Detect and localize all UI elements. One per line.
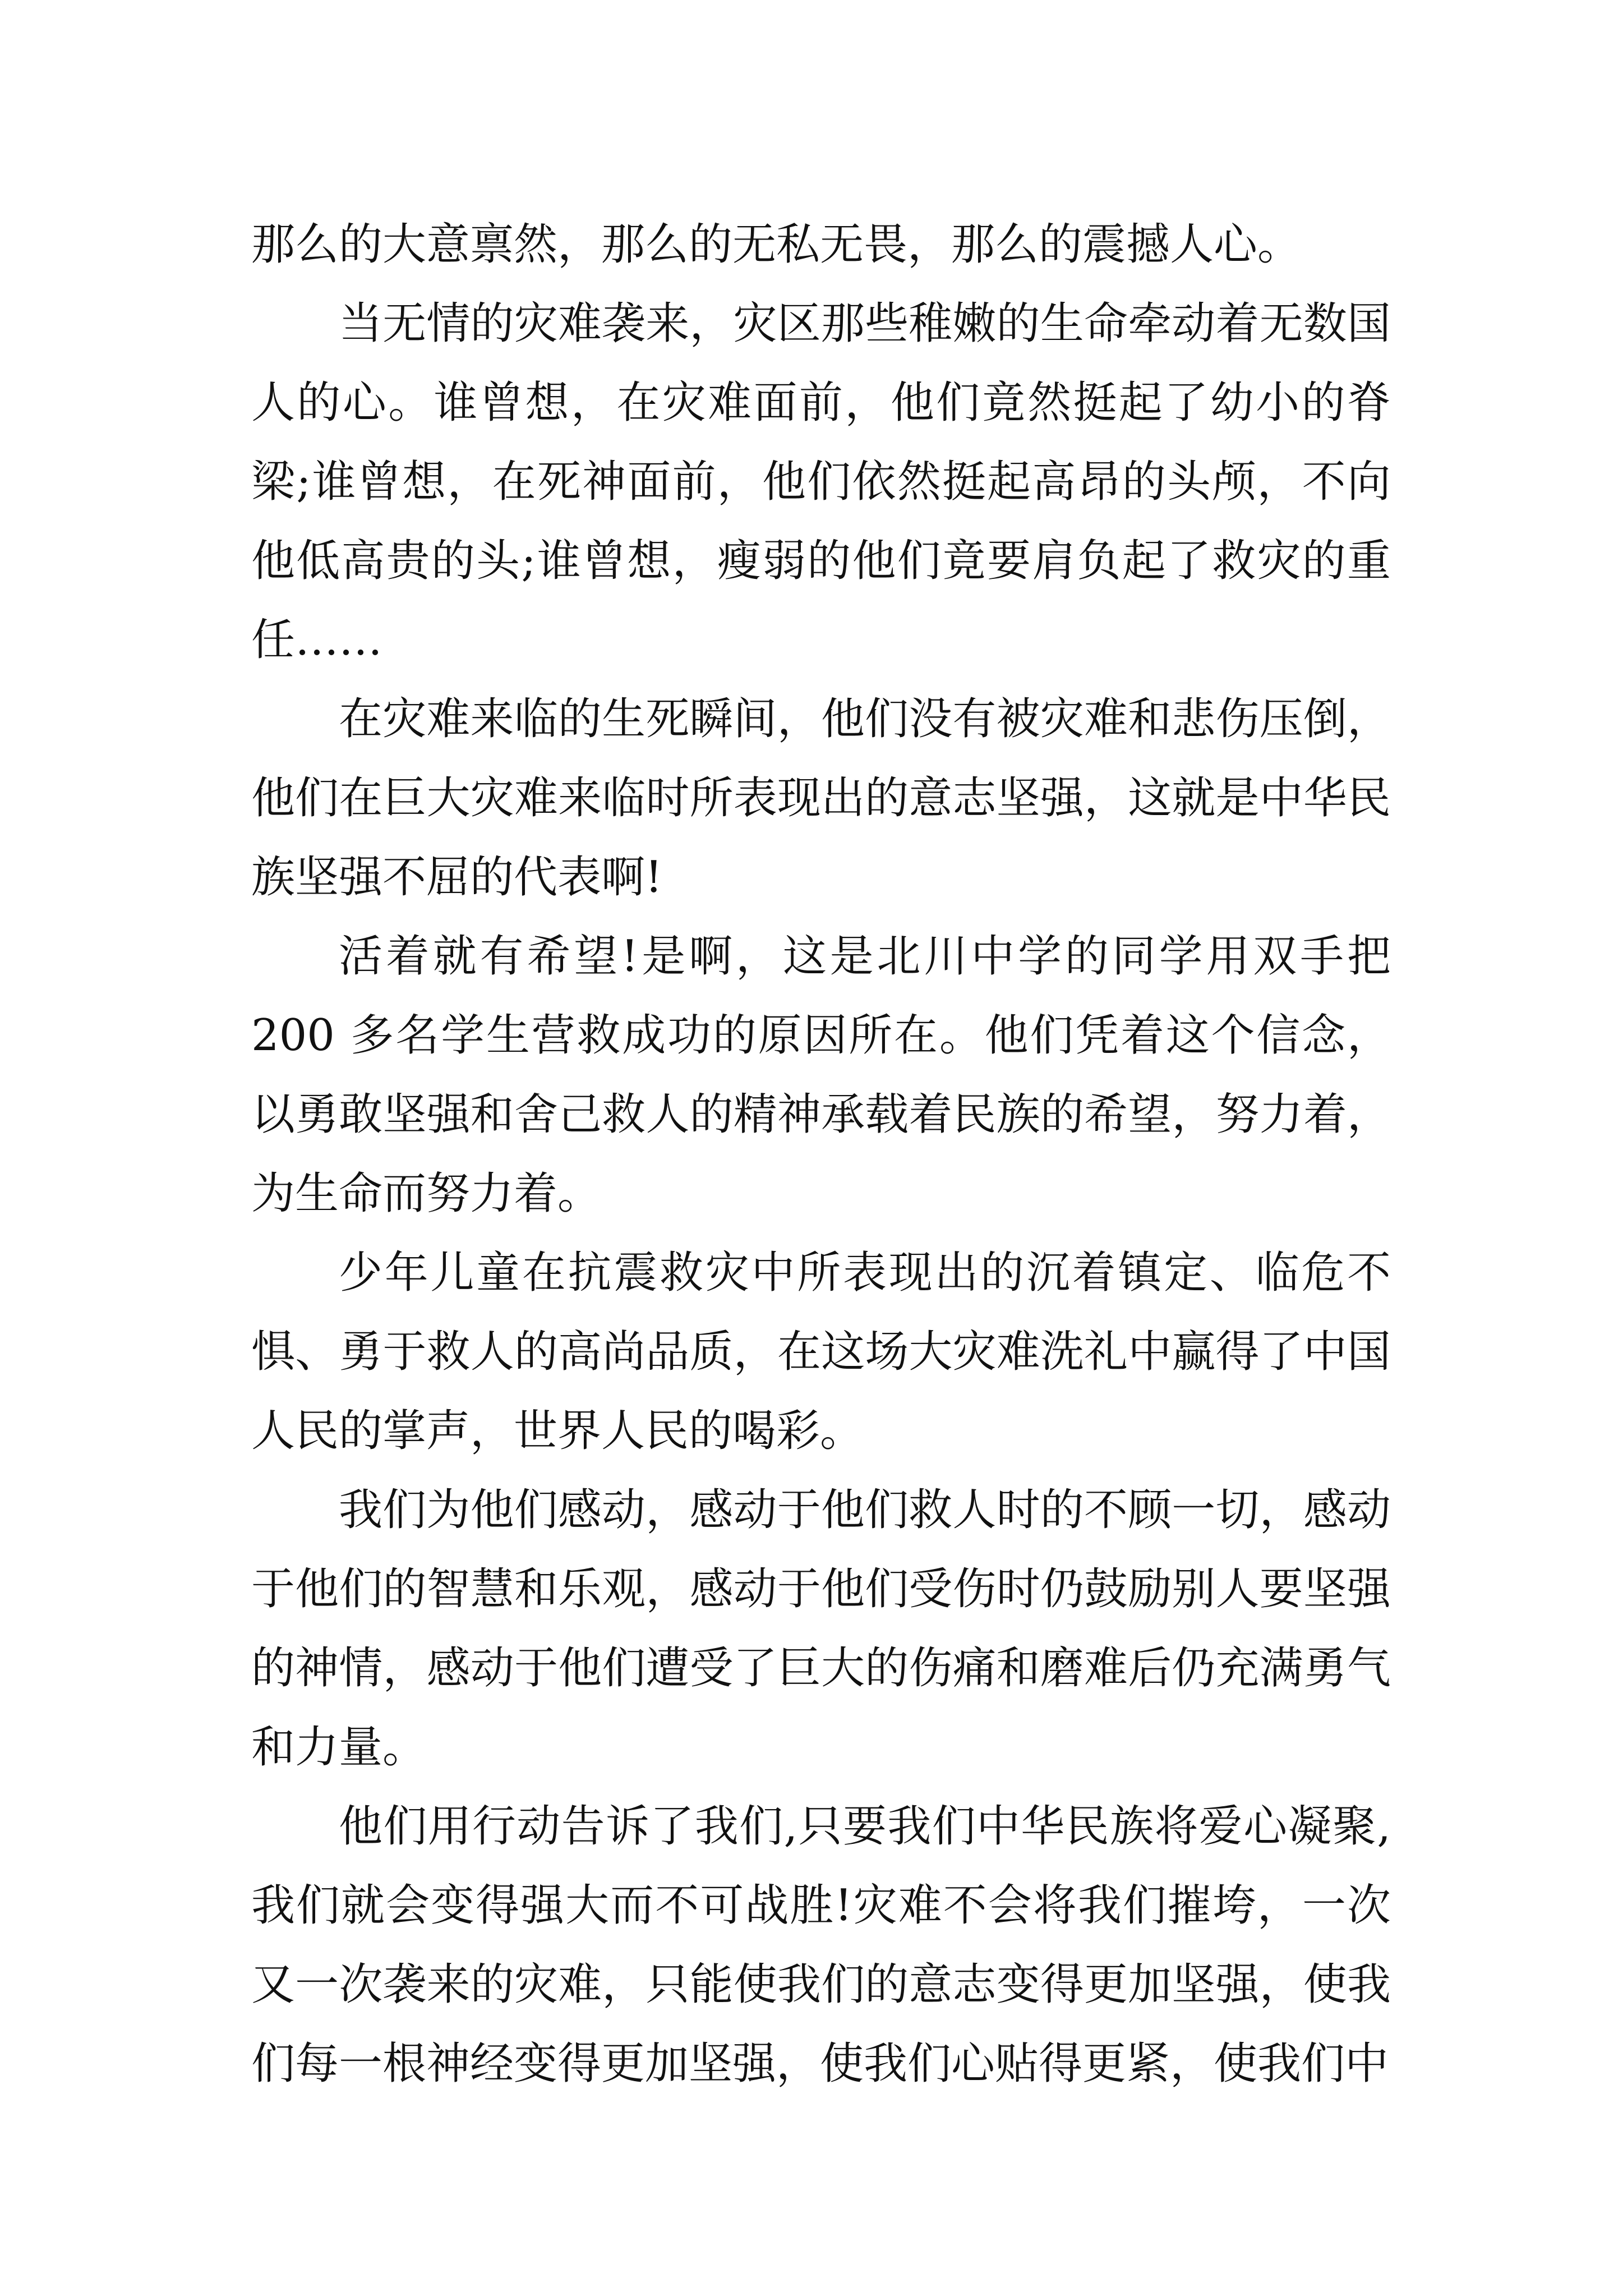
paragraph: 当无情的灾难袭来，灾区那些稚嫩的生命牵动着无数国人的心。谁曾想，在灾难面前，他们竟然挺起了幼小的脊梁;谁曾想，在死神面前，他们依然挺起高昂的头颅，不向他低高贵的头;谁曾想，瘦弱的他们竟要肩负起了救灾的重任…… <box>251 298 1391 665</box>
paragraph: 活着就有希望!是啊，这是北川中学的同学用双手把 200 多名学生营救成功的原因所在。他们凭着这个信念，以勇敢坚强和舍己救人的精神承载着民族的希望，努力着，为生命而努力着。 <box>251 931 1391 1219</box>
paragraph-continued: 那么的大意禀然，那么的无私无畏，那么的震撼人心。 <box>251 219 1302 270</box>
document-body <box>251 205 1391 2104</box>
paragraph: 在灾难来临的生死瞬间，他们没有被灾难和悲伤压倒，他们在巨大灾难来临时所表现出的意志坚强，这就是中华民族坚强不屈的代表啊! <box>251 694 1391 903</box>
paragraph: 他们用行动告诉了我们,只要我们中华民族将爱心凝聚,我们就会变得强大而不可战胜!灾难不会将我们摧垮，一次又一次袭来的灾难，只能使我们的意志变得更加坚强，使我们每一根神经变得更加坚强，使我们心贴得更紧，使我们中 <box>251 1801 1391 2089</box>
paragraph: 少年儿童在抗震救灾中所表现出的沉着镇定、临危不惧、勇于救人的高尚品质，在这场大灾难洗礼中赢得了中国人民的掌声，世界人民的喝彩。 <box>251 1248 1391 1456</box>
paragraph: 我们为他们感动，感动于他们救人时的不顾一切，感动于他们的智慧和乐观，感动于他们受伤时仍鼓励别人要坚强的神情，感动于他们遭受了巨大的伤痛和磨难后仍充满勇气和力量。 <box>251 1485 1391 1773</box>
